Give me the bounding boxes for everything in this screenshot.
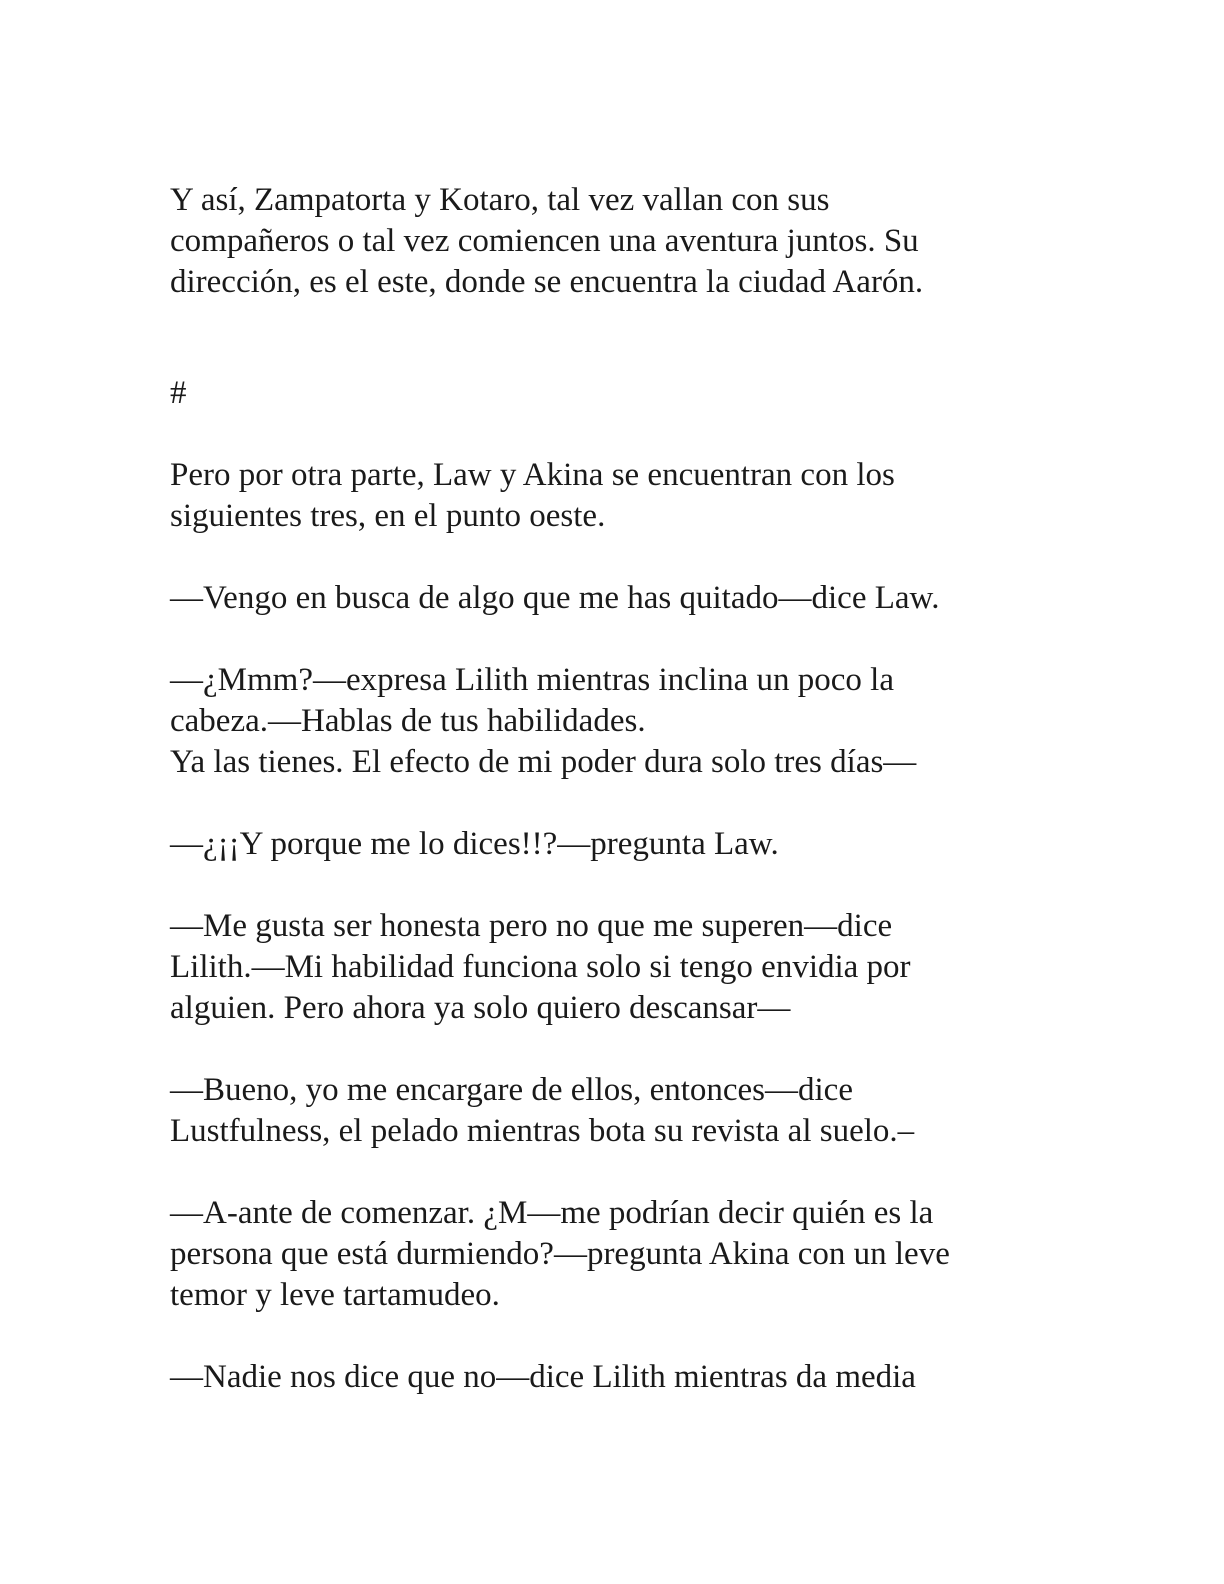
- text-line: dirección, es el este, donde se encuentra la ciudad Aarón.: [170, 264, 924, 300]
- paragraph-9: [170, 1357, 1050, 1398]
- paragraph-1: [170, 180, 1050, 303]
- paragraph-5: [170, 824, 1050, 865]
- text-line: persona que está durmiendo?—pregunta Akina con un leve: [170, 1236, 950, 1272]
- paragraph-3: [170, 578, 1050, 619]
- spacer: [170, 414, 1050, 455]
- text-line: alguien. Pero ahora ya solo quiero descansar—: [170, 990, 791, 1026]
- text-line: —Bueno, yo me encargare de ellos, entonces—dice: [170, 1072, 853, 1108]
- text-line: Pero por otra parte, Law y Akina se encuentran con los: [170, 457, 895, 493]
- text-line: compañeros o tal vez comiencen una aventura juntos. Su: [170, 223, 919, 259]
- paragraph-6: [170, 906, 1050, 1029]
- text-line: Ya las tienes. El efecto de mi poder dura solo tres días—: [170, 744, 917, 780]
- text-line: cabeza.—Hablas de tus habilidades.: [170, 703, 646, 739]
- paragraph-7: [170, 1070, 1050, 1152]
- text-line: —Nadie nos dice que no—dice Lilith mientras da media: [170, 1359, 916, 1395]
- spacer: [170, 619, 1050, 660]
- text-line: Lilith.—Mi habilidad funciona solo si tengo envidia por: [170, 949, 911, 985]
- text-line: —Me gusta ser honesta pero no que me superen—dice: [170, 908, 893, 944]
- spacer: [170, 537, 1050, 578]
- text-line: —¿Mmm?—expresa Lilith mientras inclina un poco la: [170, 662, 894, 698]
- spacer: [170, 865, 1050, 906]
- text-line: Lustfulness, el pelado mientras bota su revista al suelo.–: [170, 1113, 915, 1149]
- text-line: —A-ante de comenzar. ¿M—me podrían decir quién es la: [170, 1195, 934, 1231]
- spacer: [170, 783, 1050, 824]
- spacer: [170, 1029, 1050, 1070]
- spacer: [170, 303, 1050, 373]
- scene-break: [170, 373, 1050, 414]
- document-body: [170, 180, 1050, 1398]
- paragraph-2: [170, 455, 1050, 537]
- spacer: [170, 1152, 1050, 1193]
- text-line: —¿¡¡Y porque me lo dices!!?—pregunta Law.: [170, 826, 779, 862]
- text-line: —Vengo en busca de algo que me has quitado—dice Law.: [170, 580, 940, 616]
- paragraph-8: [170, 1193, 1050, 1316]
- paragraph-4: [170, 660, 1050, 783]
- scene-break-mark: #: [170, 375, 187, 411]
- text-line: temor y leve tartamudeo.: [170, 1277, 500, 1313]
- spacer: [170, 1316, 1050, 1357]
- text-line: siguientes tres, en el punto oeste.: [170, 498, 606, 534]
- text-line: Y así, Zampatorta y Kotaro, tal vez vallan con sus: [170, 182, 830, 218]
